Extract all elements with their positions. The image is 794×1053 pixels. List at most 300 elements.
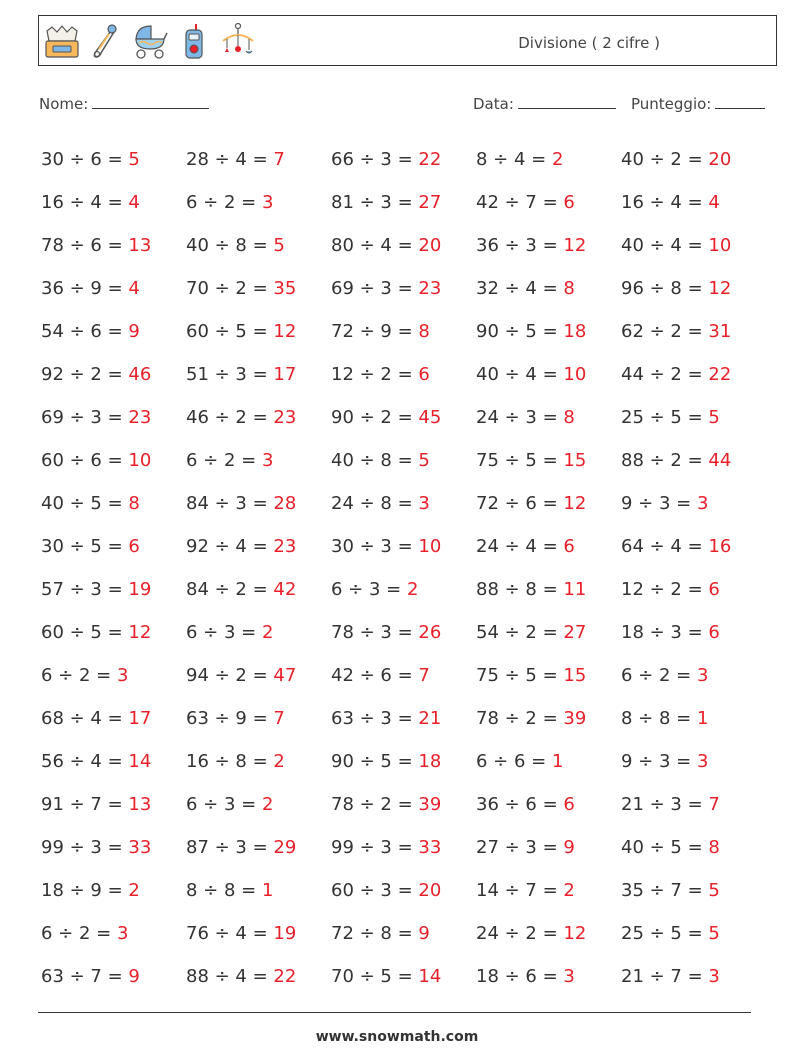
problem-cell [331, 149, 476, 170]
problem-cell [186, 364, 331, 385]
problem-question: 18 ÷ 9 = [41, 880, 129, 901]
date-blank [518, 94, 616, 109]
problem-answer: 27 [418, 192, 442, 213]
problem-answer: 22 [708, 364, 732, 385]
problem-answer: 5 [708, 880, 720, 901]
problem-answer: 12 [273, 321, 297, 342]
problem-row [41, 654, 766, 697]
problem-answer: 7 [273, 149, 285, 170]
problem-question: 24 ÷ 3 = [476, 407, 564, 428]
problem-cell [186, 278, 331, 299]
problem-question: 76 ÷ 4 = [186, 923, 274, 944]
problem-row [41, 482, 766, 525]
problem-answer: 3 [696, 493, 709, 514]
problem-question: 8 ÷ 8 = [186, 880, 262, 901]
header-icons [43, 19, 263, 63]
problem-cell [621, 837, 766, 858]
problem-answer: 5 [273, 235, 285, 256]
problem-question: 6 ÷ 2 = [41, 923, 117, 944]
problem-answer: 23 [128, 407, 152, 428]
problem-question: 66 ÷ 3 = [331, 149, 419, 170]
score-field [631, 94, 765, 113]
problem-cell [41, 235, 186, 256]
problem-cell [331, 923, 476, 944]
problem-answer: 21 [418, 708, 442, 729]
problem-question: 25 ÷ 5 = [621, 923, 709, 944]
problem-answer: 6 [418, 364, 430, 385]
problem-answer: 14 [418, 966, 442, 987]
problem-question: 36 ÷ 3 = [476, 235, 564, 256]
problem-cell [621, 321, 766, 342]
problem-question: 78 ÷ 2 = [331, 794, 419, 815]
problem-cell [186, 192, 331, 213]
problem-question: 72 ÷ 8 = [331, 923, 419, 944]
problem-answer: 12 [128, 622, 152, 643]
problem-answer: 12 [563, 235, 587, 256]
problem-answer: 23 [273, 536, 297, 557]
problem-question: 36 ÷ 6 = [476, 794, 564, 815]
problem-cell [476, 665, 621, 686]
problem-answer: 5 [708, 407, 720, 428]
problem-answer: 33 [128, 837, 152, 858]
problem-question: 56 ÷ 4 = [41, 751, 129, 772]
problem-question: 8 ÷ 8 = [621, 708, 697, 729]
problem-question: 88 ÷ 2 = [621, 450, 709, 471]
problem-question: 80 ÷ 4 = [331, 235, 419, 256]
problem-answer: 13 [128, 235, 152, 256]
problem-cell [476, 622, 621, 643]
problem-row [41, 310, 766, 353]
problem-question: 24 ÷ 8 = [331, 493, 419, 514]
problem-question: 91 ÷ 7 = [41, 794, 129, 815]
problem-question: 78 ÷ 6 = [41, 235, 129, 256]
problem-cell [621, 450, 766, 471]
problem-answer: 46 [128, 364, 152, 385]
problem-cell [186, 708, 331, 729]
problem-question: 14 ÷ 7 = [476, 880, 564, 901]
problem-row [41, 568, 766, 611]
problem-answer: 8 [418, 321, 430, 342]
problem-answer: 5 [128, 149, 140, 170]
problem-question: 42 ÷ 7 = [476, 192, 564, 213]
problem-row [41, 525, 766, 568]
problem-cell [621, 794, 766, 815]
problem-question: 87 ÷ 3 = [186, 837, 274, 858]
problem-cell [186, 579, 331, 600]
problem-question: 40 ÷ 4 = [476, 364, 564, 385]
problem-answer: 8 [563, 278, 575, 299]
problem-cell [331, 837, 476, 858]
problem-answer: 3 [116, 665, 129, 686]
problem-question: 90 ÷ 2 = [331, 407, 419, 428]
problem-answer: 9 [128, 321, 140, 342]
problem-answer: 8 [128, 493, 140, 514]
problem-cell [331, 493, 476, 514]
problem-answer: 9 [418, 923, 430, 944]
problem-answer: 47 [273, 665, 297, 686]
baby-monitor-icon [175, 19, 213, 63]
problem-row [41, 826, 766, 869]
problem-cell [41, 149, 186, 170]
problem-cell [186, 665, 331, 686]
problem-question: 18 ÷ 3 = [621, 622, 709, 643]
problem-cell [186, 407, 331, 428]
problem-answer: 9 [563, 837, 575, 858]
tissue-box-icon [43, 19, 81, 63]
problem-answer: 29 [273, 837, 297, 858]
problem-answer: 20 [418, 235, 442, 256]
problem-question: 16 ÷ 4 = [621, 192, 709, 213]
problem-cell [41, 665, 186, 686]
problem-cell [621, 493, 766, 514]
problem-answer: 18 [418, 751, 442, 772]
problem-question: 84 ÷ 3 = [186, 493, 274, 514]
problem-cell [621, 536, 766, 557]
problem-answer: 3 [563, 966, 575, 987]
problem-cell [41, 579, 186, 600]
problem-question: 16 ÷ 4 = [41, 192, 129, 213]
problem-question: 63 ÷ 9 = [186, 708, 274, 729]
problem-question: 72 ÷ 9 = [331, 321, 419, 342]
problem-cell [621, 149, 766, 170]
problem-question: 92 ÷ 2 = [41, 364, 129, 385]
problem-question: 75 ÷ 5 = [476, 450, 564, 471]
problem-cell [331, 235, 476, 256]
problem-cell [621, 579, 766, 600]
problem-cell [186, 493, 331, 514]
problem-answer: 7 [708, 794, 720, 815]
score-label: Punteggio: [631, 95, 712, 113]
problem-row [41, 138, 766, 181]
date-label: Data: [473, 95, 514, 113]
problem-question: 6 ÷ 2 = [621, 665, 697, 686]
problem-question: 60 ÷ 3 = [331, 880, 419, 901]
problem-answer: 9 [128, 966, 140, 987]
problem-question: 99 ÷ 3 = [41, 837, 129, 858]
problem-question: 40 ÷ 8 = [331, 450, 419, 471]
problem-question: 54 ÷ 2 = [476, 622, 564, 643]
problem-answer: 20 [708, 149, 732, 170]
problem-answer: 33 [418, 837, 442, 858]
problem-cell [476, 450, 621, 471]
problem-cell [186, 837, 331, 858]
problem-question: 6 ÷ 2 = [186, 450, 262, 471]
problem-question: 9 ÷ 3 = [621, 751, 697, 772]
problem-answer: 6 [563, 536, 575, 557]
problem-answer: 17 [128, 708, 152, 729]
problem-row [41, 912, 766, 955]
problem-cell [186, 751, 331, 772]
problem-cell [41, 708, 186, 729]
problem-answer: 17 [273, 364, 297, 385]
problem-question: 44 ÷ 2 = [621, 364, 709, 385]
problem-question: 6 ÷ 2 = [41, 665, 117, 686]
problem-cell [186, 450, 331, 471]
problem-answer: 3 [261, 450, 274, 471]
problem-answer: 3 [418, 493, 430, 514]
problem-cell [186, 235, 331, 256]
problem-cell [621, 235, 766, 256]
problem-question: 40 ÷ 8 = [186, 235, 274, 256]
problem-answer: 19 [273, 923, 297, 944]
problem-answer: 1 [261, 880, 274, 901]
problem-question: 35 ÷ 7 = [621, 880, 709, 901]
problem-answer: 42 [273, 579, 297, 600]
name-blank [92, 94, 209, 109]
problem-cell [476, 536, 621, 557]
problem-question: 94 ÷ 2 = [186, 665, 274, 686]
problem-answer: 12 [708, 278, 732, 299]
problem-row [41, 353, 766, 396]
problem-question: 78 ÷ 3 = [331, 622, 419, 643]
problem-question: 6 ÷ 6 = [476, 751, 552, 772]
problem-cell [331, 966, 476, 987]
problem-cell [41, 278, 186, 299]
problem-cell [331, 751, 476, 772]
problem-question: 16 ÷ 8 = [186, 751, 274, 772]
problem-question: 63 ÷ 7 = [41, 966, 129, 987]
problem-question: 78 ÷ 2 = [476, 708, 564, 729]
problem-answer: 3 [708, 966, 720, 987]
problem-question: 72 ÷ 6 = [476, 493, 564, 514]
problem-answer: 2 [273, 751, 285, 772]
score-blank [715, 94, 765, 109]
problem-question: 84 ÷ 2 = [186, 579, 274, 600]
problem-answer: 2 [551, 149, 564, 170]
problem-cell [476, 493, 621, 514]
problem-answer: 10 [563, 364, 587, 385]
problem-answer: 23 [273, 407, 297, 428]
problem-cell [41, 794, 186, 815]
problem-row [41, 740, 766, 783]
problem-cell [621, 622, 766, 643]
problem-question: 88 ÷ 4 = [186, 966, 274, 987]
problem-row [41, 955, 766, 998]
problem-answer: 12 [563, 923, 587, 944]
problem-cell [41, 450, 186, 471]
problem-answer: 45 [418, 407, 442, 428]
problem-answer: 19 [128, 579, 152, 600]
problem-answer: 22 [273, 966, 297, 987]
problem-answer: 22 [418, 149, 442, 170]
crib-mobile-icon [219, 19, 257, 63]
problem-cell [186, 536, 331, 557]
problem-cell [331, 321, 476, 342]
problem-cell [476, 794, 621, 815]
problem-question: 88 ÷ 8 = [476, 579, 564, 600]
problem-question: 81 ÷ 3 = [331, 192, 419, 213]
problem-cell [331, 579, 476, 600]
problem-cell [331, 622, 476, 643]
problem-question: 40 ÷ 5 = [621, 837, 709, 858]
problem-cell [621, 407, 766, 428]
problem-answer: 6 [708, 579, 720, 600]
problem-answer: 15 [563, 665, 587, 686]
problem-cell [41, 880, 186, 901]
problem-cell [476, 364, 621, 385]
problem-cell [186, 880, 331, 901]
problem-answer: 4 [128, 192, 140, 213]
problem-question: 24 ÷ 4 = [476, 536, 564, 557]
problem-answer: 14 [128, 751, 152, 772]
problem-question: 12 ÷ 2 = [621, 579, 709, 600]
problem-question: 6 ÷ 3 = [186, 622, 262, 643]
problem-question: 70 ÷ 2 = [186, 278, 274, 299]
problem-cell [476, 923, 621, 944]
problem-answer: 8 [563, 407, 575, 428]
problem-answer: 3 [696, 751, 709, 772]
problem-answer: 20 [418, 880, 442, 901]
problem-answer: 7 [418, 665, 430, 686]
problem-answer: 39 [563, 708, 587, 729]
problem-question: 99 ÷ 3 = [331, 837, 419, 858]
problem-cell [476, 192, 621, 213]
name-field [39, 94, 209, 113]
problem-row [41, 439, 766, 482]
problem-answer: 3 [696, 665, 709, 686]
problem-question: 40 ÷ 5 = [41, 493, 129, 514]
problem-cell [476, 149, 621, 170]
problem-question: 8 ÷ 4 = [476, 149, 552, 170]
problem-cell [331, 536, 476, 557]
problem-answer: 8 [708, 837, 720, 858]
problem-cell [41, 493, 186, 514]
problem-cell [621, 665, 766, 686]
problem-cell [476, 321, 621, 342]
problem-cell [476, 880, 621, 901]
problem-answer: 13 [128, 794, 152, 815]
problem-question: 60 ÷ 5 = [41, 622, 129, 643]
problem-question: 64 ÷ 4 = [621, 536, 709, 557]
problem-cell [331, 450, 476, 471]
problem-question: 27 ÷ 3 = [476, 837, 564, 858]
baby-stroller-icon [131, 19, 169, 63]
problem-cell [41, 966, 186, 987]
problem-question: 62 ÷ 2 = [621, 321, 709, 342]
problem-question: 60 ÷ 5 = [186, 321, 274, 342]
problem-question: 36 ÷ 9 = [41, 278, 129, 299]
problem-cell [186, 321, 331, 342]
problem-cell [476, 235, 621, 256]
problem-cell [41, 622, 186, 643]
problem-cell [186, 149, 331, 170]
problem-cell [476, 751, 621, 772]
problem-cell [621, 751, 766, 772]
problem-answer: 2 [128, 880, 140, 901]
problem-answer: 6 [708, 622, 720, 643]
problem-cell [476, 278, 621, 299]
problem-answer: 6 [563, 794, 575, 815]
problem-answer: 27 [563, 622, 587, 643]
problem-cell [621, 966, 766, 987]
problem-cell [331, 278, 476, 299]
problem-answer: 10 [708, 235, 732, 256]
problem-cell [331, 708, 476, 729]
problem-cell [331, 665, 476, 686]
problem-question: 51 ÷ 3 = [186, 364, 274, 385]
problem-answer: 1 [696, 708, 709, 729]
problem-question: 18 ÷ 6 = [476, 966, 564, 987]
problem-answer: 16 [708, 536, 732, 557]
problem-question: 42 ÷ 6 = [331, 665, 419, 686]
problem-answer: 12 [563, 493, 587, 514]
problem-cell [331, 880, 476, 901]
problem-question: 54 ÷ 6 = [41, 321, 129, 342]
problem-question: 96 ÷ 8 = [621, 278, 709, 299]
problem-answer: 5 [708, 923, 720, 944]
name-label: Nome: [39, 95, 89, 113]
problem-cell [476, 966, 621, 987]
problem-question: 28 ÷ 4 = [186, 149, 274, 170]
problem-question: 6 ÷ 3 = [331, 579, 407, 600]
problem-answer: 11 [563, 579, 587, 600]
problem-answer: 2 [406, 579, 419, 600]
problem-row [41, 181, 766, 224]
problem-question: 9 ÷ 3 = [621, 493, 697, 514]
problem-question: 57 ÷ 3 = [41, 579, 129, 600]
problem-answer: 10 [418, 536, 442, 557]
problem-row [41, 396, 766, 439]
problem-row [41, 783, 766, 826]
problem-cell [476, 837, 621, 858]
problem-cell [41, 536, 186, 557]
problem-answer: 31 [708, 321, 732, 342]
problem-question: 21 ÷ 3 = [621, 794, 709, 815]
problem-cell [186, 794, 331, 815]
problem-question: 30 ÷ 5 = [41, 536, 129, 557]
problem-answer: 6 [128, 536, 140, 557]
problem-question: 30 ÷ 3 = [331, 536, 419, 557]
problem-question: 21 ÷ 7 = [621, 966, 709, 987]
problem-row [41, 611, 766, 654]
problem-cell [621, 708, 766, 729]
problem-question: 90 ÷ 5 = [476, 321, 564, 342]
problem-question: 68 ÷ 4 = [41, 708, 129, 729]
problem-cell [621, 192, 766, 213]
problem-answer: 7 [273, 708, 285, 729]
problem-cell [41, 192, 186, 213]
problem-answer: 3 [261, 192, 274, 213]
problem-question: 12 ÷ 2 = [331, 364, 419, 385]
problem-question: 6 ÷ 3 = [186, 794, 262, 815]
problem-answer: 35 [273, 278, 297, 299]
problem-row [41, 224, 766, 267]
problem-cell [186, 966, 331, 987]
problem-question: 75 ÷ 5 = [476, 665, 564, 686]
problem-cell [41, 364, 186, 385]
footer-divider [38, 1012, 751, 1013]
problem-cell [621, 880, 766, 901]
problem-answer: 6 [563, 192, 575, 213]
problem-cell [186, 923, 331, 944]
problem-cell [186, 622, 331, 643]
problem-cell [41, 321, 186, 342]
problem-answer: 2 [261, 622, 274, 643]
problem-answer: 18 [563, 321, 587, 342]
problem-question: 32 ÷ 4 = [476, 278, 564, 299]
problem-question: 90 ÷ 5 = [331, 751, 419, 772]
problem-question: 25 ÷ 5 = [621, 407, 709, 428]
date-field [473, 94, 616, 113]
safety-pin-icon [87, 19, 125, 63]
problem-question: 69 ÷ 3 = [331, 278, 419, 299]
problem-answer: 15 [563, 450, 587, 471]
problem-answer: 28 [273, 493, 297, 514]
problem-answer: 44 [708, 450, 732, 471]
problem-question: 60 ÷ 6 = [41, 450, 129, 471]
problem-cell [621, 923, 766, 944]
problem-cell [41, 837, 186, 858]
